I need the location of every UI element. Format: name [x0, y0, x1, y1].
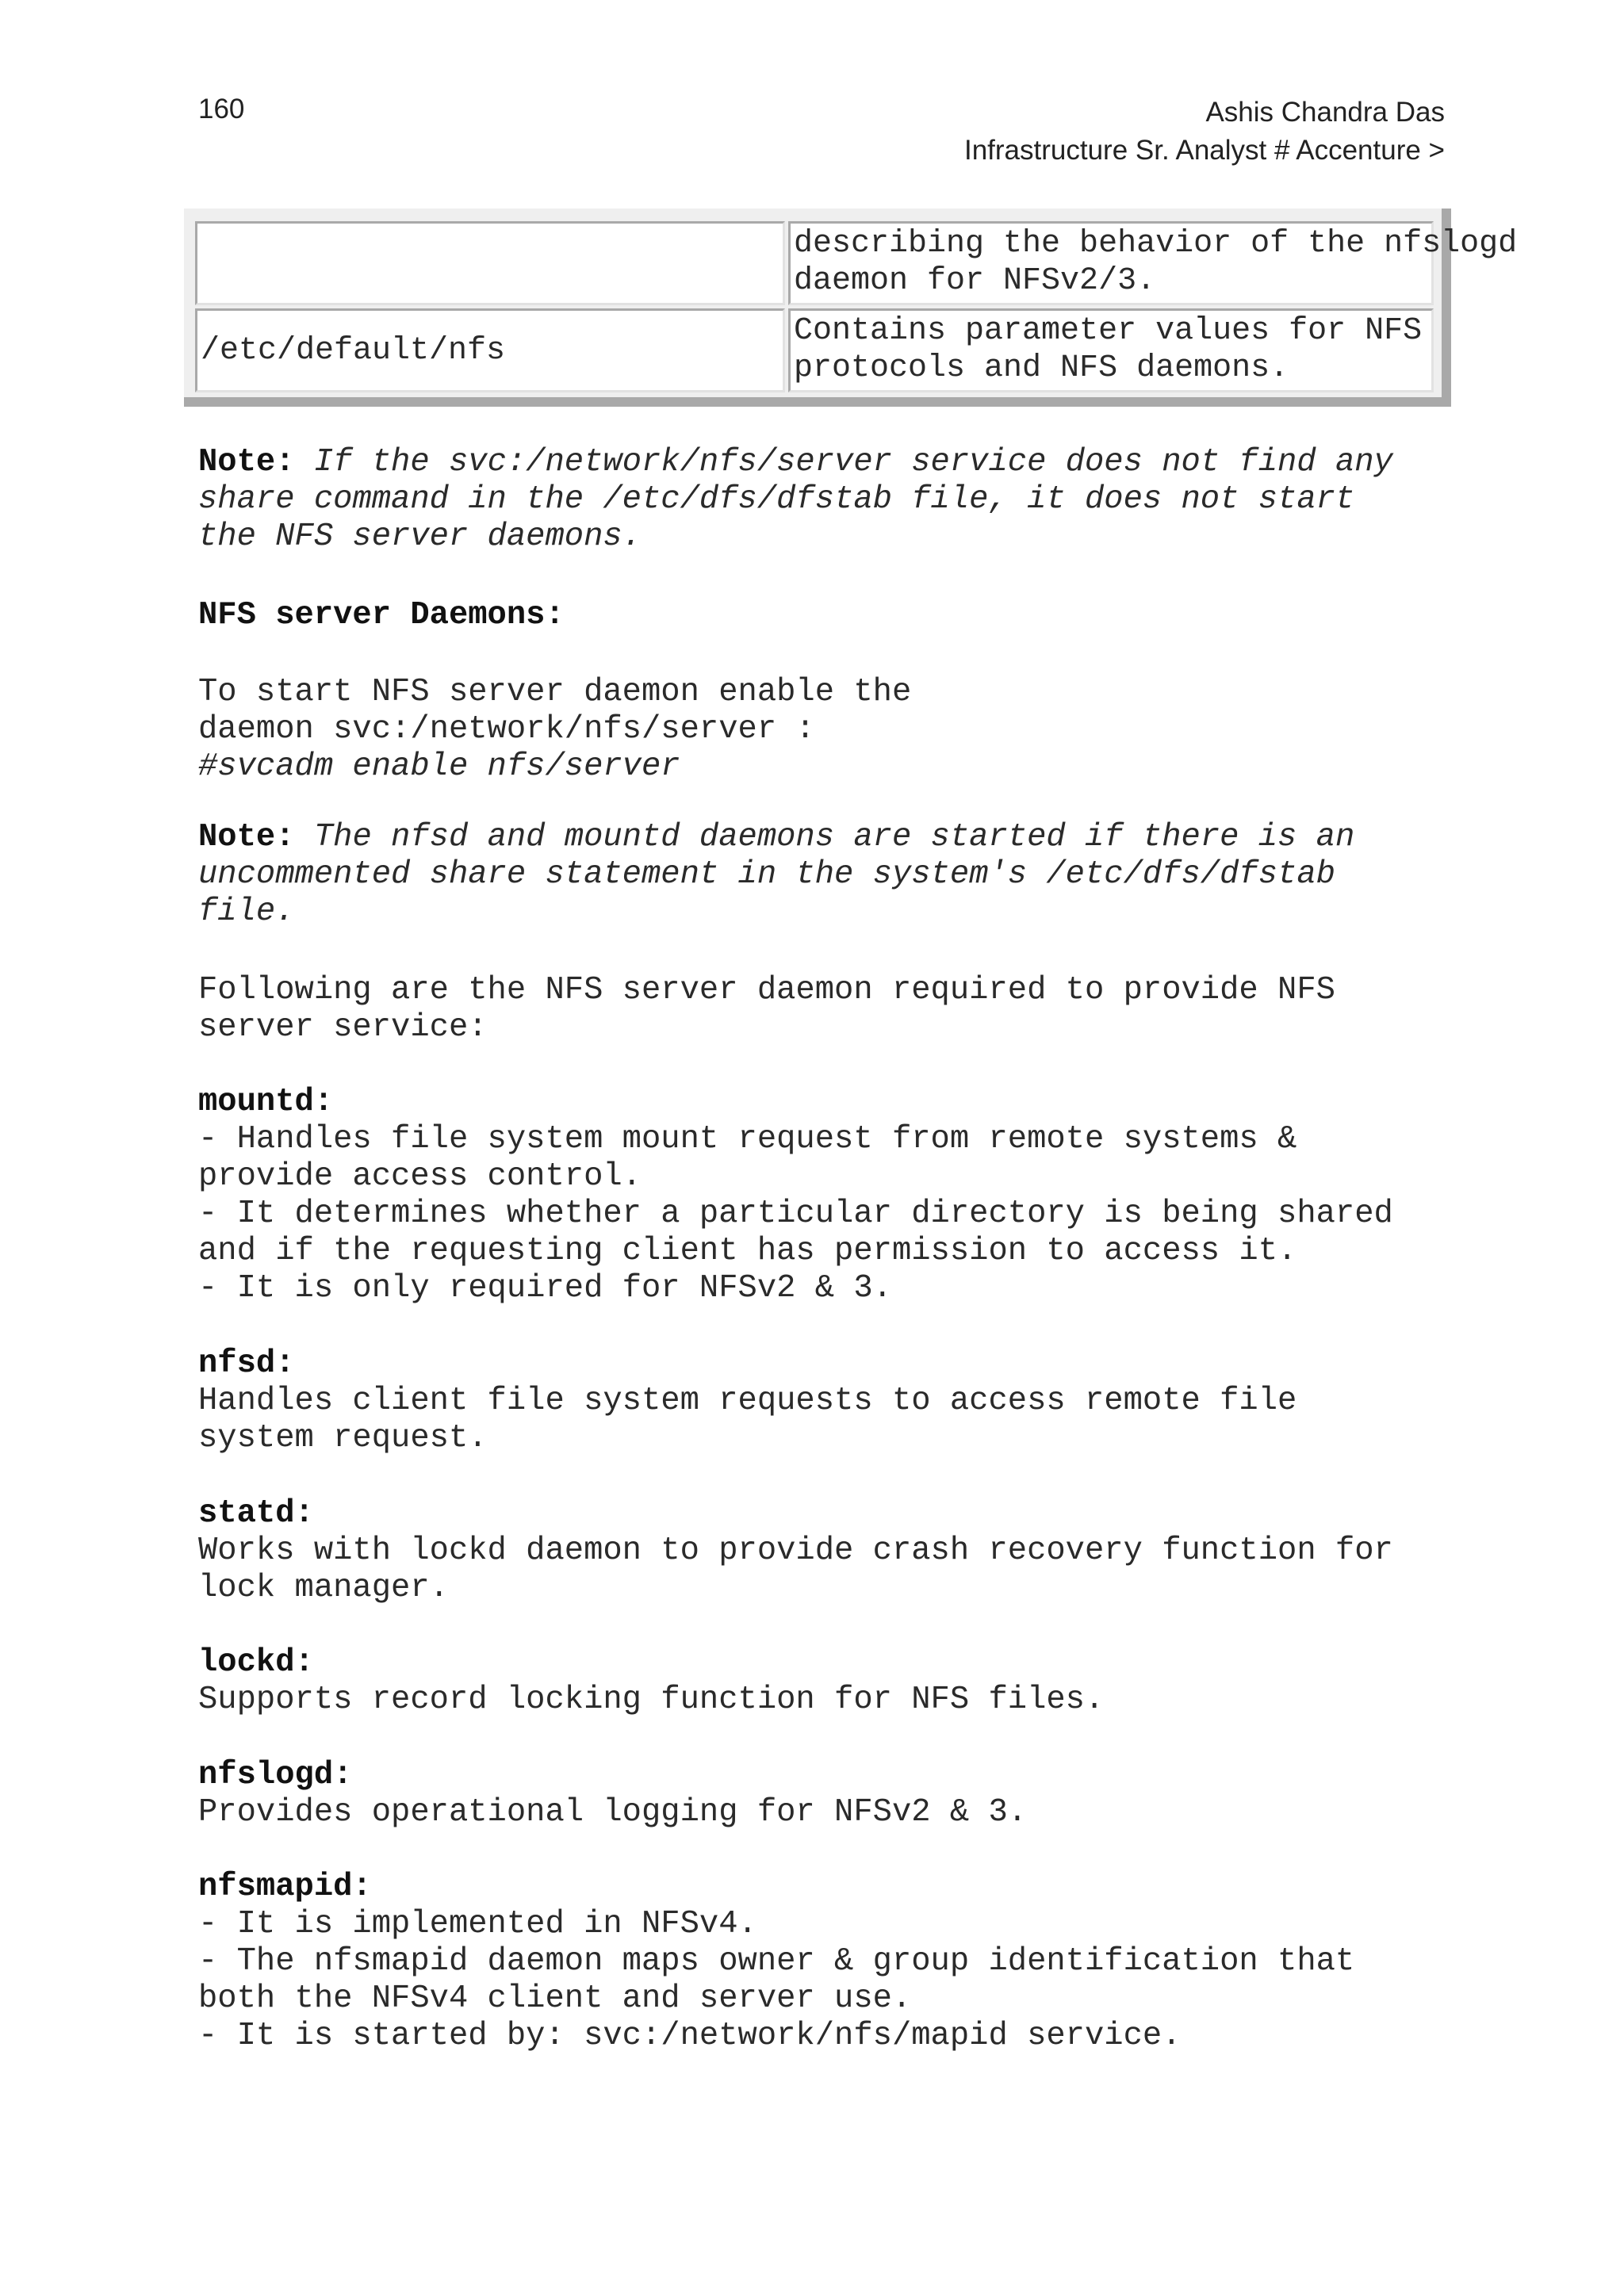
daemon-line: - The nfsmapid daemon maps owner & group identification that	[198, 1943, 1355, 1980]
author-role: Infrastructure Sr. Analyst # Accenture >	[963, 135, 1445, 166]
table-row-1-col-2-line-2: daemon for NFSv2/3.	[794, 263, 1156, 299]
note-label: Note:	[198, 819, 295, 855]
section-title-text: NFS server Daemons:	[198, 597, 565, 633]
note-nfsd-mountd	[198, 819, 1354, 931]
daemon-intro	[198, 972, 1335, 1047]
note-text-line-2: uncommented share statement in the system's /etc/dfs/dfstab	[198, 856, 1335, 893]
daemon-line: both the NFSv4 client and server use.	[198, 1980, 912, 2017]
note-dfstab	[198, 444, 1393, 556]
table-row-2-col-2-line-1: Contains parameter values for NFS	[794, 313, 1423, 349]
daemon-nfslogd	[198, 1757, 1027, 1831]
table-row-2-col-1-text: /etc/default/nfs	[201, 332, 506, 369]
daemon-lockd	[198, 1644, 1104, 1719]
start-instructions	[198, 674, 911, 786]
note-text-line-3: file.	[198, 894, 295, 930]
daemon-line: lock manager.	[198, 1570, 449, 1606]
daemon-name: nfsd:	[198, 1345, 295, 1382]
note-text-line-2: share command in the /etc/dfs/dfstab file, it does not start	[198, 481, 1355, 518]
daemon-name: statd:	[198, 1495, 314, 1532]
note-text-line-1: If the svc:/network/nfs/server service does not find any	[294, 444, 1393, 480]
daemon-name: mountd:	[198, 1084, 334, 1120]
table-row-1-col-1	[195, 221, 785, 305]
section-title	[198, 597, 565, 634]
daemon-statd	[198, 1495, 1393, 1607]
table-row-2-col-2	[788, 308, 1434, 392]
daemon-line: system request.	[198, 1420, 488, 1456]
daemon-line: and if the requesting client has permission to access it.	[198, 1233, 1297, 1269]
note-text-line-1: The nfsd and mountd daemons are started if there is an	[294, 819, 1355, 855]
daemon-name: lockd:	[198, 1644, 314, 1681]
start-line-2: daemon svc:/network/nfs/server :	[198, 711, 815, 748]
author-name: Ashis Chandra Das	[1205, 97, 1445, 128]
daemon-line: - It is implemented in NFSv4.	[198, 1906, 757, 1942]
table-row-2-col-1	[195, 308, 785, 392]
daemon-mountd	[198, 1084, 1393, 1307]
daemon-line: - Handles file system mount request from remote systems &	[198, 1121, 1297, 1158]
daemon-line: - It determines whether a particular directory is being shared	[198, 1196, 1393, 1232]
daemon-name: nfslogd:	[198, 1757, 353, 1793]
config-files-table	[184, 209, 1518, 407]
daemon-line: Provides operational logging for NFSv2 & 3.	[198, 1794, 1028, 1831]
daemon-line: - It is only required for NFSv2 & 3.	[198, 1270, 892, 1307]
table-row-1-col-2-line-1: describing the behavior of the nfslogd	[794, 226, 1518, 262]
daemon-nfsd	[198, 1345, 1297, 1457]
note-text-line-3: the NFS server daemons.	[198, 519, 642, 555]
running-header	[964, 94, 1445, 170]
daemon-line: Supports record locking function for NFS files.	[198, 1682, 1105, 1718]
table-row-1-col-2	[788, 221, 1518, 305]
page-number: 160	[198, 94, 245, 124]
daemon-name: nfsmapid:	[198, 1869, 372, 1905]
daemon-line: provide access control.	[198, 1158, 642, 1195]
note-label: Note:	[198, 444, 295, 480]
start-line-1: To start NFS server daemon enable the	[198, 674, 912, 710]
svcadm-command: #svcadm enable nfs/server	[198, 748, 680, 785]
intro-line-2: server service:	[198, 1009, 488, 1046]
table-row-2-col-2-line-2: protocols and NFS daemons.	[794, 350, 1289, 386]
daemon-nfsmapid	[198, 1869, 1354, 2055]
daemon-line: - It is started by: svc:/network/nfs/mapid service.	[198, 2018, 1182, 2054]
intro-line-1: Following are the NFS server daemon required to provide NFS	[198, 972, 1335, 1008]
daemon-line: Handles client file system requests to access remote file	[198, 1383, 1297, 1419]
daemon-line: Works with lockd daemon to provide crash recovery function for	[198, 1533, 1393, 1569]
